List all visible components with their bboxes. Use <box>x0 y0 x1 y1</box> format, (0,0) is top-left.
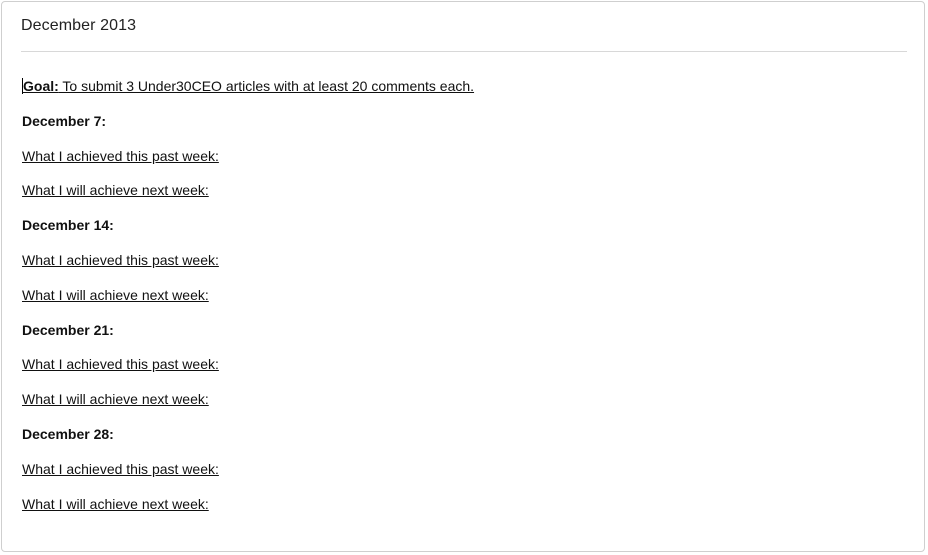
goal-text: To submit 3 Under30CEO articles with at least 20 comments each. <box>58 78 475 94</box>
editor-body[interactable] <box>22 77 902 529</box>
week-date-dec-21[interactable]: December 21: <box>22 321 114 338</box>
document-card <box>1 1 925 552</box>
header-divider <box>21 51 907 52</box>
goal-label: Goal: <box>23 78 59 94</box>
next-line-dec-14[interactable]: What I will achieve next week: <box>22 286 209 303</box>
achieved-line-dec-7[interactable]: What I achieved this past week: <box>22 147 219 164</box>
next-line-dec-7[interactable]: What I will achieve next week: <box>22 182 209 199</box>
next-line-dec-28[interactable]: What I will achieve next week: <box>22 495 209 512</box>
next-line-dec-21[interactable]: What I will achieve next week: <box>22 391 209 408</box>
week-date-dec-28[interactable]: December 28: <box>22 425 114 442</box>
goal-line[interactable] <box>22 77 902 112</box>
card-title: December 2013 <box>21 17 137 34</box>
week-date-dec-14[interactable]: December 14: <box>22 217 114 234</box>
achieved-line-dec-21[interactable]: What I achieved this past week: <box>22 356 219 373</box>
week-date-dec-7[interactable]: December 7: <box>22 112 107 129</box>
achieved-line-dec-14[interactable]: What I achieved this past week: <box>22 251 219 268</box>
achieved-line-dec-28[interactable]: What I achieved this past week: <box>22 460 219 477</box>
